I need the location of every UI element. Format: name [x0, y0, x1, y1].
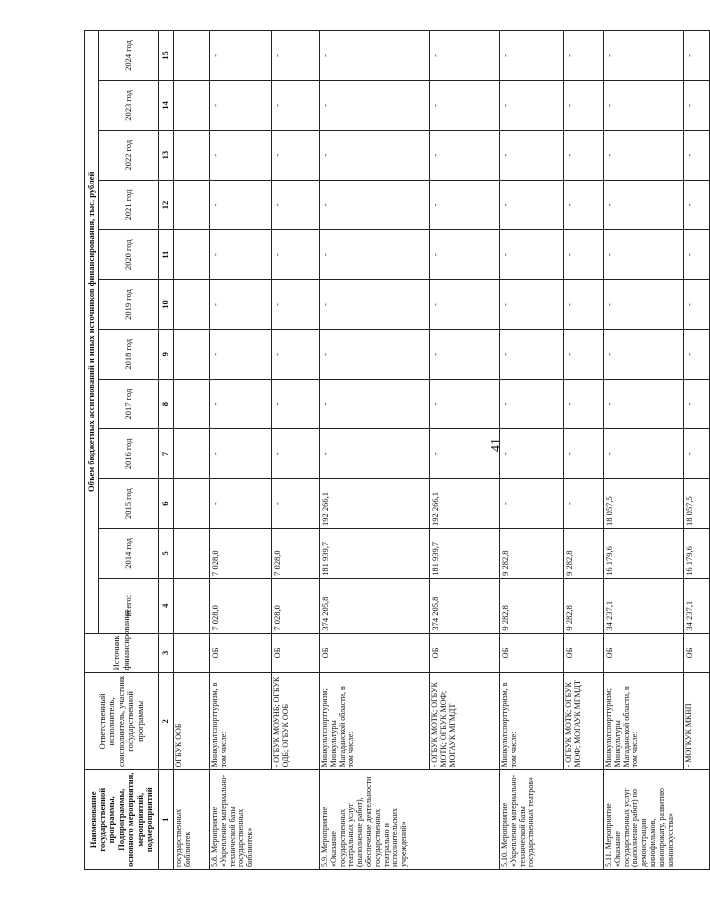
row-year-value: -: [500, 230, 564, 280]
row-year-value: -: [604, 379, 684, 429]
row-responsible: Минкультспорттуризм, в том числе:: [210, 673, 272, 770]
row-year-value: -: [684, 230, 710, 280]
row-source: [174, 633, 210, 673]
row-year-value: [174, 379, 210, 429]
row-year-value: 181 939,7: [430, 529, 500, 579]
row-year-value: -: [272, 180, 320, 230]
header-year: 2023 год: [99, 81, 159, 131]
row-year-value: -: [210, 180, 272, 230]
row-year-value: -: [272, 230, 320, 280]
row-year-value: -: [430, 130, 500, 180]
row-year-value: -: [320, 81, 430, 131]
row-year-value: -: [320, 329, 430, 379]
row-year-value: -: [210, 479, 272, 529]
row-year-value: -: [684, 280, 710, 330]
table-row: [604, 31, 684, 870]
row-total: 374 205,8: [320, 578, 430, 633]
row-year-value: -: [500, 280, 564, 330]
row-year-value: [174, 130, 210, 180]
row-year-value: -: [430, 429, 500, 479]
row-year-value: -: [320, 280, 430, 330]
row-total: 374 205,8: [430, 578, 500, 633]
row-year-value: -: [430, 31, 500, 81]
row-responsible: - МОГКУК МКВП: [684, 673, 710, 770]
table-row: [272, 31, 320, 870]
row-year-value: -: [564, 280, 604, 330]
row-year-value: 9 282,8: [564, 529, 604, 579]
row-year-value: -: [564, 81, 604, 131]
row-name: 5.8. Мероприятие «Укрепление материально-технической базы государственных библиотек»: [210, 770, 320, 870]
row-year-value: -: [684, 81, 710, 131]
row-name: 5.11. Мероприятие «Оказание государственных услуг (выполнение работ) по демонстрации кинофильмов, кинопрокату, развитию киноискусства»: [604, 770, 710, 870]
row-year-value: -: [604, 429, 684, 479]
row-year-value: -: [500, 479, 564, 529]
column-index: 15: [159, 31, 174, 81]
row-year-value: -: [210, 81, 272, 131]
row-total: 34 237,1: [684, 578, 710, 633]
column-index: 1: [159, 770, 174, 870]
column-index: 10: [159, 280, 174, 330]
row-year-value: -: [320, 31, 430, 81]
row-year-value: [174, 529, 210, 579]
row-year-value: -: [272, 329, 320, 379]
header-year: 2016 год: [99, 429, 159, 479]
column-index: 6: [159, 479, 174, 529]
row-year-value: -: [272, 81, 320, 131]
row-year-value: -: [500, 379, 564, 429]
table-row: [430, 31, 500, 870]
table-row: [564, 31, 604, 870]
row-year-value: 18 057,5: [684, 479, 710, 529]
column-index: 9: [159, 329, 174, 379]
row-year-value: -: [564, 230, 604, 280]
row-year-value: -: [500, 130, 564, 180]
row-year-value: -: [500, 180, 564, 230]
table-row: [210, 31, 272, 870]
row-source: ОБ: [430, 633, 500, 673]
row-year-value: -: [564, 479, 604, 529]
row-responsible: - ОГБУК МОУНБ; ОГБУК ОДБ; ОГБУК ООБ: [272, 673, 320, 770]
row-year-value: 16 179,6: [604, 529, 684, 579]
row-year-value: -: [320, 429, 430, 479]
header-year: 2017 год: [99, 379, 159, 429]
row-responsible: - ОГБУК МОТК; ОГБУК МОТК; ОГБУК МОФ; МОГАУК МГМДТ: [430, 673, 500, 770]
header-year: 2015 год: [99, 479, 159, 529]
row-year-value: -: [272, 429, 320, 479]
header-name: Наименование государственной программы, Подпрограммы, основного мероприятия, мероприятий, подмероприятий: [85, 770, 159, 870]
row-year-value: -: [430, 180, 500, 230]
column-index: 4: [159, 578, 174, 633]
column-index: 2: [159, 673, 174, 770]
row-year-value: 18 057,5: [604, 479, 684, 529]
row-year-value: -: [210, 329, 272, 379]
row-name: 5.10. Мероприятие «Укрепление материально-технической базы государственных театров»: [500, 770, 604, 870]
row-year-value: -: [604, 230, 684, 280]
row-year-value: -: [320, 230, 430, 280]
row-responsible: Минкультспорттуризм; Минкультуры Магаданской области, в том числе:: [604, 673, 684, 770]
row-year-value: -: [684, 130, 710, 180]
row-year-value: -: [604, 81, 684, 131]
row-year-value: -: [430, 379, 500, 429]
table-row: [320, 31, 430, 870]
column-index: 12: [159, 180, 174, 230]
header-responsible: Ответственный исполнитель, соисполнитель, участник государственной программы: [85, 673, 159, 770]
row-responsible: Минкультспорттуризм; Минкультуры Магаданской области, в том числе:: [320, 673, 430, 770]
row-year-value: -: [564, 31, 604, 81]
row-year-value: -: [684, 379, 710, 429]
row-year-value: -: [684, 31, 710, 81]
row-source: ОБ: [684, 633, 710, 673]
row-total: 9 282,8: [564, 578, 604, 633]
financing-table: [84, 30, 710, 870]
row-year-value: -: [604, 180, 684, 230]
page-number: 41: [489, 438, 504, 452]
header-source: Источник финансирования: [85, 633, 159, 673]
row-year-value: [174, 329, 210, 379]
row-year-value: [174, 180, 210, 230]
row-year-value: [174, 280, 210, 330]
table-row: [500, 31, 564, 870]
row-year-value: -: [604, 329, 684, 379]
row-year-value: 192 266,1: [430, 479, 500, 529]
header-year: 2022 год: [99, 130, 159, 180]
row-year-value: 7 028,0: [272, 529, 320, 579]
row-year-value: -: [210, 130, 272, 180]
row-source: ОБ: [604, 633, 684, 673]
row-source: ОБ: [564, 633, 604, 673]
row-total: 7 028,0: [210, 578, 272, 633]
row-source: ОБ: [500, 633, 564, 673]
row-year-value: -: [210, 280, 272, 330]
row-year-value: -: [564, 329, 604, 379]
row-total: 34 237,1: [604, 578, 684, 633]
row-year-value: -: [430, 81, 500, 131]
row-year-value: -: [500, 429, 564, 479]
table-row: [174, 31, 210, 870]
column-index: 7: [159, 429, 174, 479]
header-total: всего:: [99, 578, 159, 633]
row-year-value: 16 179,6: [684, 529, 710, 579]
row-source: ОБ: [210, 633, 272, 673]
row-year-value: -: [272, 479, 320, 529]
row-year-value: -: [430, 230, 500, 280]
row-year-value: -: [272, 379, 320, 429]
row-year-value: -: [210, 379, 272, 429]
row-year-value: -: [564, 130, 604, 180]
header-year: 2019 год: [99, 280, 159, 330]
column-index: 11: [159, 230, 174, 280]
row-year-value: 9 282,8: [500, 529, 564, 579]
row-year-value: -: [500, 329, 564, 379]
row-year-value: [174, 31, 210, 81]
row-year-value: -: [320, 130, 430, 180]
row-responsible: ОГБУК ООБ: [174, 673, 210, 770]
row-year-value: -: [684, 180, 710, 230]
column-index: 3: [159, 633, 174, 673]
row-year-value: -: [320, 180, 430, 230]
row-year-value: -: [500, 81, 564, 131]
header-year: 2021 год: [99, 180, 159, 230]
row-source: ОБ: [320, 633, 430, 673]
header-year: 2014 год: [99, 529, 159, 579]
row-year-value: -: [210, 230, 272, 280]
row-year-value: -: [210, 31, 272, 81]
row-total: [174, 578, 210, 633]
row-year-value: -: [430, 329, 500, 379]
row-source: ОБ: [272, 633, 320, 673]
row-responsible: Минкультспорттуризм, в том числе:: [500, 673, 564, 770]
row-year-value: [174, 479, 210, 529]
row-year-value: -: [500, 31, 564, 81]
row-year-value: -: [604, 280, 684, 330]
row-responsible: - ОГБУК МОТК; ОГБУК МОФ; МОГАУК МГМДТ: [564, 673, 604, 770]
row-total: 7 028,0: [272, 578, 320, 633]
row-year-value: -: [320, 379, 430, 429]
row-year-value: -: [564, 180, 604, 230]
row-year-value: -: [604, 130, 684, 180]
row-year-value: [174, 230, 210, 280]
header-year: 2018 год: [99, 329, 159, 379]
rotated-table-wrapper: [84, 30, 694, 870]
row-year-value: -: [210, 429, 272, 479]
row-year-value: 192 266,1: [320, 479, 430, 529]
row-year-value: -: [604, 31, 684, 81]
row-year-value: -: [564, 379, 604, 429]
row-year-value: 7 028,0: [210, 529, 272, 579]
row-year-value: -: [272, 130, 320, 180]
row-name: 5.9. Мероприятие «Оказание государственных театральных услуг (выполнение работ), обеспечение деятельности государственных театрально и исполнительских учреждений»: [320, 770, 500, 870]
header-financing-group: Объем бюджетных ассигнований и иных источников финансирования, тыс. рублей: [85, 31, 99, 634]
column-index: 5: [159, 529, 174, 579]
row-year-value: -: [684, 429, 710, 479]
header-year: 2024 год: [99, 31, 159, 81]
column-index: 14: [159, 81, 174, 131]
column-index: 13: [159, 130, 174, 180]
row-year-value: 181 939,7: [320, 529, 430, 579]
row-year-value: -: [430, 280, 500, 330]
row-year-value: -: [684, 329, 710, 379]
row-year-value: [174, 81, 210, 131]
row-total: 9 282,8: [500, 578, 564, 633]
table-row: [684, 31, 710, 870]
row-year-value: -: [564, 429, 604, 479]
row-year-value: -: [272, 31, 320, 81]
column-index: 8: [159, 379, 174, 429]
column-index-row: [159, 31, 174, 870]
header-year: 2020 год: [99, 230, 159, 280]
row-year-value: [174, 429, 210, 479]
row-year-value: -: [272, 280, 320, 330]
row-name: государственных библиотек: [174, 770, 210, 870]
